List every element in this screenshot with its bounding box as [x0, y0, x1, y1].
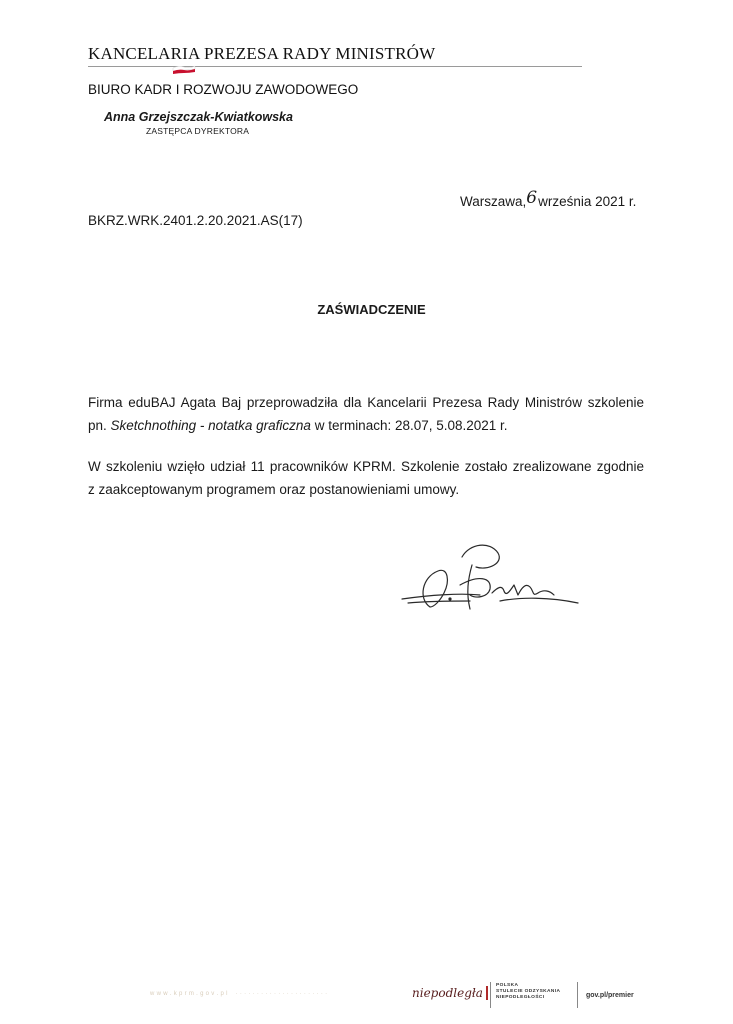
text-suffix: w terminach: 28.07, 5.08.2021 r. [314, 418, 508, 433]
text-prefix: pn. [88, 418, 107, 433]
paragraph-line: z zaakceptowanym programem oraz postanowieniami umowy. [88, 482, 460, 497]
paragraph-participants [88, 455, 644, 501]
person-name: Anna Grzejszczak-Kwiatkowska [104, 110, 293, 124]
header-rule [88, 66, 582, 67]
bureau-name: BIURO KADR I ROZWOJU ZAWODOWEGO [88, 82, 359, 97]
footer-divider [490, 982, 491, 1008]
footer-url: gov.pl/premier [586, 992, 634, 999]
paragraph-line [88, 414, 644, 437]
reference-number: BKRZ.WRK.2401.2.20.2021.AS(17) [88, 213, 303, 228]
paragraph-training-info [88, 391, 644, 437]
footer-centenary-text [496, 983, 560, 1001]
date-day-handwritten: 6 [526, 188, 538, 208]
footer-flag-mark [486, 986, 488, 1000]
paragraph-line: W szkoleniu wzięło udział 11 pracowników KPRM. Szkolenie zostało zrealizowane zgodnie [88, 459, 644, 474]
document-title: ZAŚWIADCZENIE [317, 302, 426, 317]
handwritten-signature [400, 537, 580, 617]
footer-divider [577, 982, 578, 1008]
date-place: Warszawa, [460, 194, 527, 209]
date-month-year: września 2021 r. [538, 194, 637, 209]
footer-centenary-line: STULECIE ODZYSKANIA [496, 989, 561, 994]
footer-centenary-line: POLSKA [496, 983, 519, 988]
date-line [460, 188, 637, 211]
footer-niepodlegla-logo: niepodległa [412, 986, 483, 1000]
footer-centenary-line: NIEPODLEGŁOŚCI [496, 995, 545, 1000]
training-name: Sketchnothing - notatka graficzna [110, 418, 311, 433]
person-role: ZASTĘPCA DYREKTORA [146, 126, 250, 136]
flag-emblem-icon [172, 64, 196, 75]
footer-faint-text: w w w . k p r m . g o v . p l · · · · · · · · · · · · · · · · · · · · · · [150, 991, 328, 997]
office-name: KANCELARIA PREZESA RADY MINISTRÓW [88, 44, 436, 63]
paragraph-line: Firma eduBAJ Agata Baj przeprowadziła dla Kancelarii Prezesa Rady Ministrów szkolenie [88, 395, 644, 410]
